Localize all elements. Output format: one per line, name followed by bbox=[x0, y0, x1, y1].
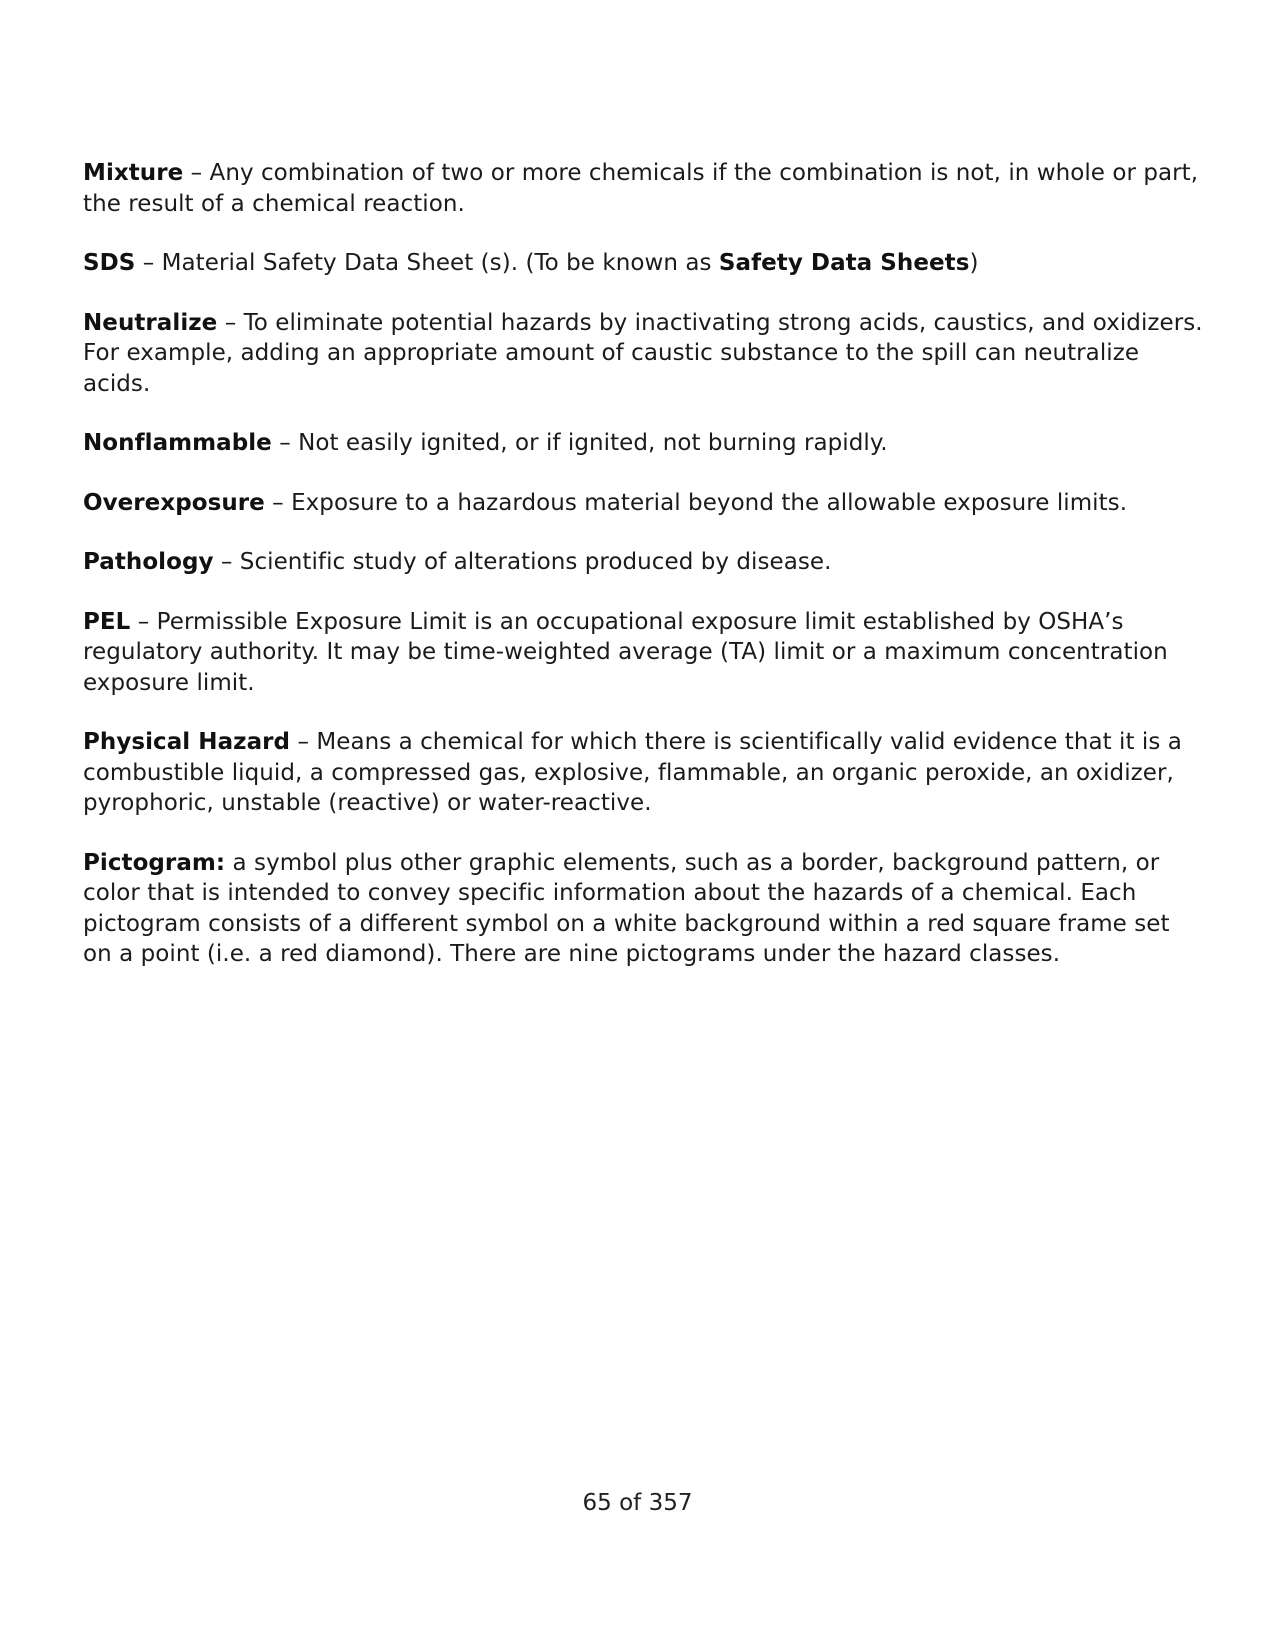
glossary-definition: – Exposure to a hazardous material beyond the allowable exposure limits. bbox=[264, 489, 1128, 516]
glossary-entry-pel bbox=[83, 607, 1203, 699]
glossary-entry-pathology bbox=[83, 547, 1203, 578]
glossary-entry-mixture bbox=[83, 158, 1203, 219]
glossary-entry-nonflammable bbox=[83, 428, 1203, 459]
glossary-content bbox=[83, 158, 1203, 999]
glossary-definition: – Scientific study of alterations produced by disease. bbox=[213, 549, 832, 575]
glossary-term: PEL bbox=[83, 608, 131, 635]
glossary-term: Neutralize bbox=[83, 309, 218, 336]
glossary-term: Mixture bbox=[83, 160, 184, 186]
glossary-definition-end: ) bbox=[969, 250, 979, 276]
glossary-definition: – To eliminate potential hazards by inactivating strong acids, caustics, and oxidizers. For example, adding an appropriate amount of caustic substance to the spill can neutralize acids. bbox=[83, 309, 1203, 397]
glossary-entry-overexposure bbox=[83, 488, 1203, 519]
glossary-definition: a symbol plus other graphic elements, such as a border, background pattern, or color that is intended to convey specific information about the hazards of a chemical. Each pictogram consists of a different symbol on a white background within a red square frame set on a point (i.e. a red diamond). There are nine pictograms under the hazard classes. bbox=[83, 849, 1170, 967]
glossary-definition: – Means a chemical for which there is scientifically valid evidence that it is a combustible liquid, a compressed gas, explosive, flammable, an organic peroxide, an oxidizer, pyrophoric, unstable (reactive) or water-reactive. bbox=[83, 729, 1182, 816]
glossary-definition-emphasis: Safety Data Sheets bbox=[718, 250, 970, 276]
glossary-definition: – Any combination of two or more chemicals if the combination is not, in whole or part, the result of a chemical reaction. bbox=[83, 160, 1199, 217]
glossary-term: Nonflammable bbox=[83, 430, 272, 456]
glossary-definition: – Permissible Exposure Limit is an occupational exposure limit established by OSHA’s regulatory authority. It may be time-weighted average (TA) limit or a maximum concentration exposure limit. bbox=[83, 608, 1168, 696]
glossary-term: Pathology bbox=[83, 549, 214, 575]
glossary-entry-sds bbox=[83, 248, 1203, 279]
glossary-term: Physical Hazard bbox=[83, 729, 291, 755]
glossary-term: Overexposure bbox=[83, 489, 265, 516]
glossary-term: Pictogram: bbox=[83, 849, 226, 876]
page-number: 65 of 357 bbox=[582, 1490, 693, 1516]
glossary-entry-physical-hazard bbox=[83, 727, 1203, 819]
glossary-entry-neutralize bbox=[83, 308, 1203, 400]
glossary-term: SDS bbox=[83, 250, 136, 276]
glossary-definition: – Material Safety Data Sheet (s). (To be known as bbox=[135, 250, 719, 276]
glossary-definition: – Not easily ignited, or if ignited, not burning rapidly. bbox=[271, 430, 888, 456]
glossary-entry-pictogram bbox=[83, 848, 1203, 970]
